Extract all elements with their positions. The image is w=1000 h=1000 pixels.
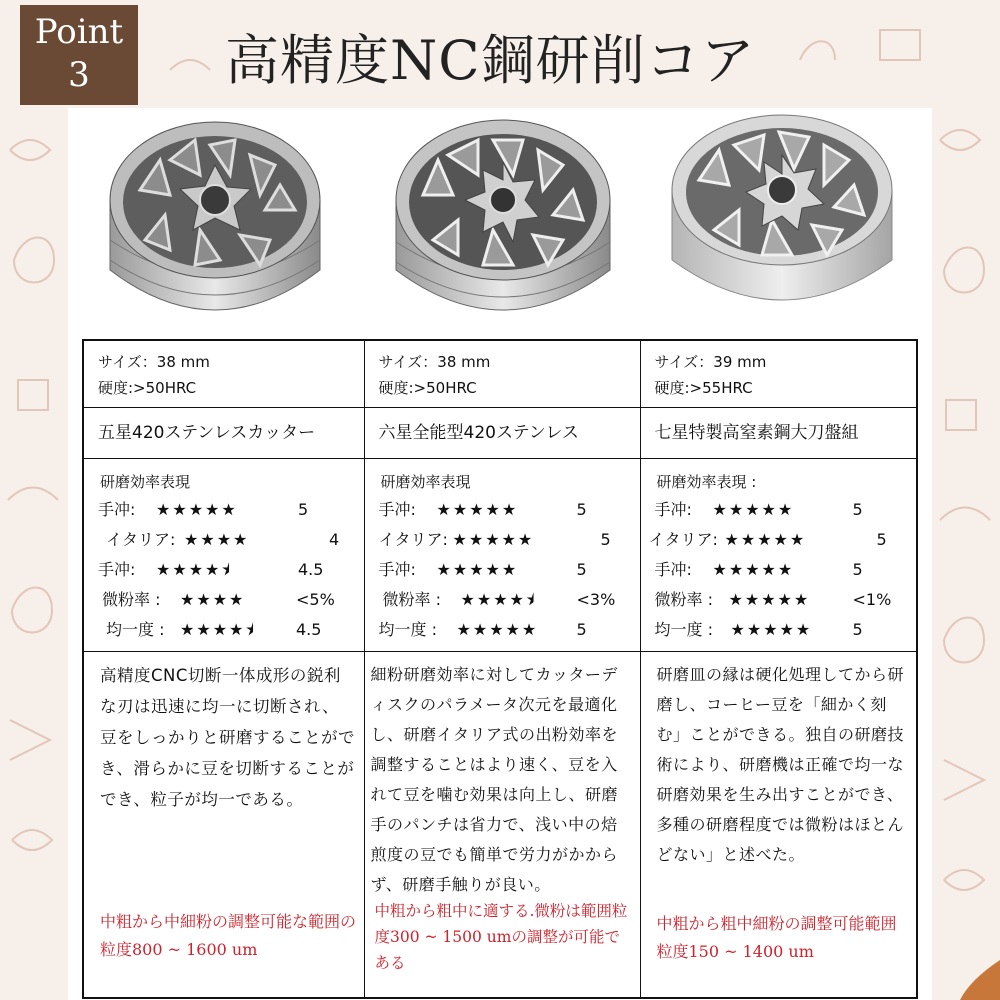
perf-label: 手冲: [378, 500, 416, 519]
size-cell-col1 [83, 340, 364, 408]
perf-label: 均一度 : [654, 620, 713, 639]
star-icon: ★★★★★ [712, 500, 795, 519]
product-name: 六星全能型420ステンレス [378, 423, 579, 443]
hardness-text: 硬度:>55HRC [654, 379, 753, 397]
size-cell-col2 [364, 340, 640, 408]
name-cell-col3 [640, 408, 917, 459]
grinder-image-seven-star [664, 110, 900, 336]
perf-label: 手冲: [98, 560, 136, 579]
grind-range-note: 中粗から中細粉の調整可能な範囲の粒度800 ~ 1600 um [100, 912, 357, 959]
grind-range-note: 中粗から粗中に適する.微粉は範囲粒度300 ~ 1500 umの調整が可能である [374, 902, 628, 972]
perf-row [84, 495, 364, 525]
star-icon: ★★★★⯨ [460, 590, 537, 609]
perf-value: 5 [600, 530, 611, 549]
perf-row [365, 495, 640, 525]
grind-range-note: 中粗から粗中細粉の調整可能範囲粒度150 ~ 1400 um [656, 914, 897, 961]
desc-cell-col1 [83, 652, 364, 999]
name-cell-col2 [364, 408, 640, 459]
perf-value: 4.5 [296, 620, 322, 639]
perf-row [365, 615, 640, 645]
perf-row [641, 495, 917, 525]
perf-label: 手冲: [98, 500, 136, 519]
perf-value: 4 [329, 530, 340, 549]
perf-heading: 研磨効率表現 : [656, 473, 757, 491]
grinder-image-five-star [100, 110, 330, 336]
grinder-images [68, 108, 932, 338]
star-icon: ★★★★★ [456, 620, 539, 639]
page-title: 高精度NC鋼研削コア [225, 29, 756, 92]
perf-cell-col2 [364, 459, 640, 652]
perf-label: 微粉率 : [102, 590, 161, 609]
description-text: 研磨皿の縁は硬化処理してから研磨し、コーヒー豆を「細かく刻む」ことができる。独自の研磨技術により、研磨機は正確で均一な研磨効果を生み出すことができ、多種の研磨程度では微粉はほとんどない」と述べた。 [656, 665, 905, 864]
star-icon: ★★★★★ [728, 590, 811, 609]
star-icon: ★★★★★ [712, 560, 795, 579]
perf-value: <1% [852, 590, 892, 609]
spec-comparison-table [82, 339, 918, 999]
star-icon: ★★★★★ [730, 620, 813, 639]
size-text: サイズ：39 mm [654, 353, 767, 371]
size-text: サイズ：38 mm [98, 353, 210, 371]
grinder-image-six-star [388, 110, 618, 336]
description-text: 細粉研磨効率に対してカッターディスクのパラメータ次元を最適化し、研磨イタリア式の出粉効率を調整することはより速く、豆を入れて豆を噛む効果は向上し、研磨手のパンチは省力で、浅い中の焙煎度の豆でも簡単で労力がかからず、研磨手触りが良い。 [370, 665, 619, 894]
perf-label: 均一度 : [106, 620, 165, 639]
perf-label: 手冲: [654, 560, 692, 579]
perf-row [84, 525, 364, 555]
perf-row [84, 585, 364, 615]
desc-cell-col3 [640, 652, 917, 999]
perf-value: 5 [876, 530, 887, 549]
product-name: 七星特製高窒素鋼大刀盤組 [654, 423, 859, 443]
perf-cell-col1 [83, 459, 364, 652]
star-icon: ★★★★★ [724, 530, 807, 549]
perf-row [641, 525, 917, 555]
perf-heading: 研磨効率表現 [380, 473, 471, 491]
badge-label: Point [34, 12, 124, 52]
star-icon: ★★★★★ [436, 500, 519, 519]
perf-label: 微粉率 : [382, 590, 441, 609]
star-icon: ★★★★ [180, 590, 246, 609]
perf-row [84, 615, 364, 645]
star-icon: ★★★★⯨ [180, 620, 256, 639]
product-name: 五星420ステンレスカッター [98, 423, 316, 443]
perf-row [641, 585, 917, 615]
perf-value: <5% [296, 590, 335, 609]
perf-label: イタリア: [378, 530, 448, 549]
perf-value: 5 [576, 500, 587, 519]
perf-row [641, 615, 917, 645]
perf-row [365, 585, 640, 615]
perf-cell-col3 [640, 459, 917, 652]
corner-decoration [940, 940, 1000, 1000]
perf-row [365, 525, 640, 555]
perf-label: 手冲: [654, 500, 692, 519]
star-icon: ★★★★★ [436, 560, 519, 579]
perf-label: 微粉率 : [654, 590, 713, 609]
star-icon: ★★★★★ [452, 530, 535, 549]
badge-number: 3 [68, 55, 90, 95]
perf-value: 5 [298, 500, 309, 519]
star-icon: ★★★★ [184, 530, 250, 549]
hardness-text: 硬度:>50HRC [98, 379, 197, 397]
perf-value: 5 [576, 620, 587, 639]
name-cell-col1 [83, 408, 364, 459]
perf-value: 5 [576, 560, 587, 579]
perf-heading: 研磨効率表現 [100, 473, 191, 491]
perf-label: イタリア: [106, 530, 176, 549]
perf-row [84, 555, 364, 585]
perf-row [365, 555, 640, 585]
perf-label: 均一度 : [378, 620, 437, 639]
description-text: 高精度CNC切断一体成形の鋭利な刃は迅速に均一に切断され、豆をしっかりと研磨することができ、滑らかに豆を切断することができ、粒子が均一である。 [100, 666, 355, 809]
perf-label: イタリア: [648, 530, 718, 549]
point-badge [20, 5, 138, 105]
perf-label: 手冲: [378, 560, 416, 579]
perf-value: <3% [576, 590, 616, 609]
perf-value: 5 [852, 620, 863, 639]
star-icon: ★★★★⯨ [156, 560, 232, 579]
hardness-text: 硬度:>50HRC [378, 379, 477, 397]
perf-value: 5 [852, 560, 863, 579]
perf-value: 5 [852, 500, 863, 519]
desc-cell-col2 [364, 652, 640, 999]
size-cell-col3 [640, 340, 917, 408]
perf-value: 4.5 [298, 560, 324, 579]
perf-row [641, 555, 917, 585]
star-icon: ★★★★★ [156, 500, 238, 519]
size-text: サイズ：38 mm [378, 353, 491, 371]
